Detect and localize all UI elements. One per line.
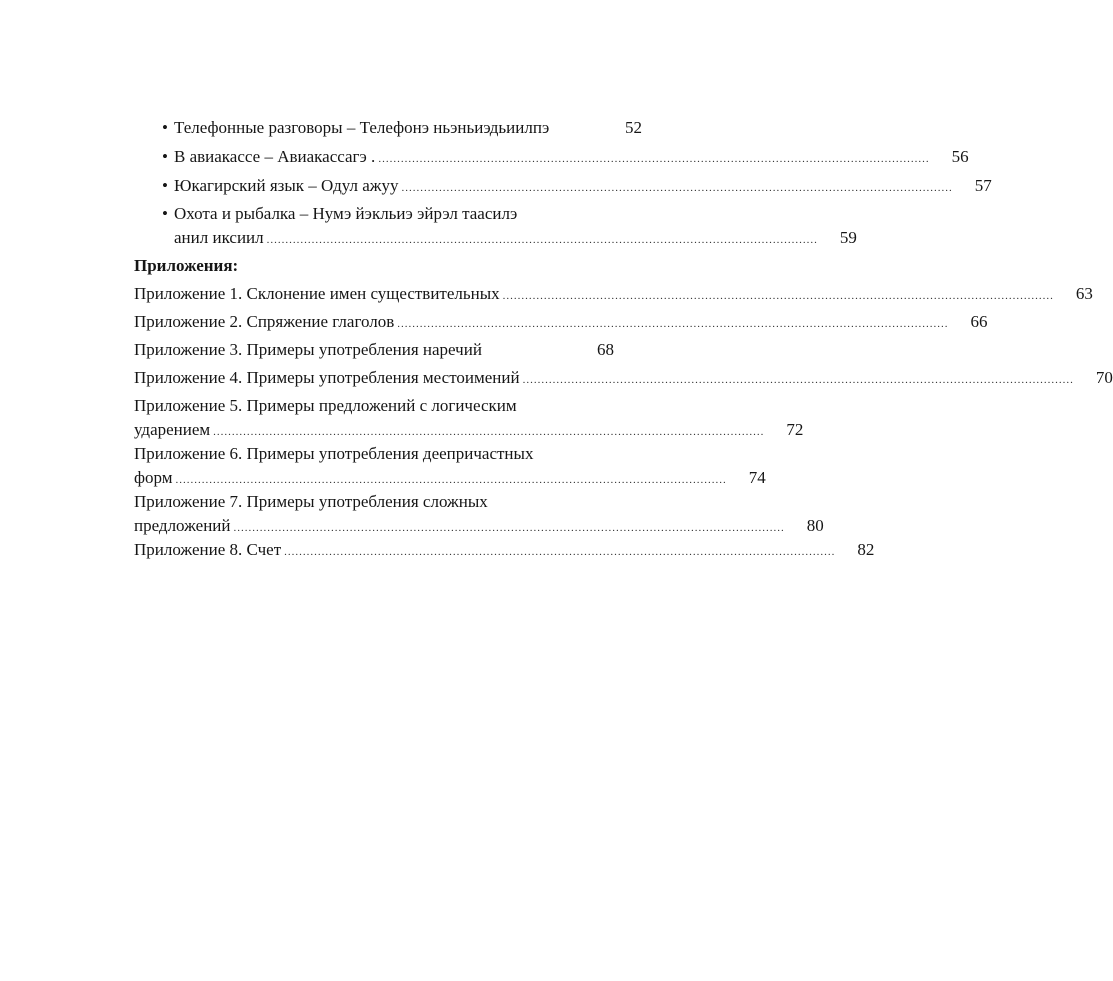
toc-entry-title-continued: предложений (134, 516, 231, 535)
toc-entry-title: Приложение 8. Счет (134, 540, 282, 559)
bullet-icon: • (162, 147, 168, 166)
toc-entry-title: Охота и рыбалка – Нумэ йэкльиэ эйрэл таасилэ (174, 204, 518, 223)
dot-leader (284, 540, 835, 564)
toc-entry-page: 70 (1095, 368, 1113, 387)
toc-entry-title: Приложение 3. Примеры употребления наречий (134, 340, 482, 359)
dot-leader (176, 468, 727, 492)
toc-entry-title: Приложение 2. Спряжение глаголов (134, 312, 395, 331)
toc-entry-appendix-2 (134, 310, 988, 334)
dot-leader (523, 368, 1074, 392)
toc-entry-appendix-4 (134, 366, 1113, 390)
toc-entry-title-continued: форм (134, 468, 173, 487)
toc-entry-page: 59 (839, 228, 857, 247)
toc-entry-page: 52 (625, 118, 642, 137)
toc-entry-phone-conversations (134, 116, 642, 140)
toc-entry-page: 74 (748, 468, 766, 487)
toc-entry-appendix-3 (134, 338, 614, 362)
dot-leader (267, 228, 818, 252)
bullet-icon: • (162, 118, 168, 137)
toc-entry-title: Приложение 5. Примеры предложений с логическим (134, 396, 517, 415)
toc-entry-title: Юкагирский язык – Одул ажуу (174, 176, 399, 195)
toc-entry-title: Телефонные разговоры – Телефонэ ньэньиэдьиилпэ (174, 118, 550, 137)
dot-leader (234, 516, 785, 540)
toc-entry-appendix-7 (134, 490, 824, 538)
toc-entry-page: 56 (951, 147, 969, 166)
toc-entry-title: Приложение 4. Примеры употребления местоимений (134, 368, 520, 387)
toc-entry-page: 57 (974, 176, 992, 195)
toc-entry-title-continued: ударением (134, 420, 211, 439)
dot-leader (402, 176, 953, 200)
toc-entry-title: Приложение 6. Примеры употребления деепричастных (134, 444, 534, 463)
toc-entry-appendix-6 (134, 442, 766, 490)
toc-entry-title-continued: анил иксиил (174, 228, 264, 247)
toc-entry-page: 66 (970, 312, 988, 331)
toc-entry-title: Приложение 7. Примеры употребления сложных (134, 492, 488, 511)
toc-entry-ticket-office (134, 145, 969, 169)
dot-leader (503, 284, 1054, 308)
table-of-contents (134, 116, 1113, 562)
toc-entry-title: В авиакассе – Авиакассагэ . (174, 147, 376, 166)
appendix-heading-text: Приложения: (134, 256, 239, 275)
toc-entry-yukaghir-language (134, 174, 992, 198)
toc-entry-title: Приложение 1. Склонение имен существительных (134, 284, 500, 303)
bullet-icon: • (162, 176, 168, 195)
dot-leader (397, 312, 948, 336)
toc-entry-appendix-5 (134, 394, 804, 442)
toc-entry-hunting-fishing (134, 202, 857, 250)
toc-entry-page: 82 (857, 540, 875, 559)
toc-entry-page: 68 (597, 340, 614, 359)
dot-leader (378, 147, 929, 171)
bullet-icon: • (162, 204, 168, 223)
toc-entry-appendix-8 (134, 538, 875, 562)
toc-entry-page: 80 (806, 516, 824, 535)
appendix-heading (134, 254, 614, 278)
toc-entry-page: 63 (1075, 284, 1093, 303)
toc-entry-page: 72 (786, 420, 804, 439)
dot-leader (213, 420, 764, 444)
toc-entry-appendix-1 (134, 282, 1093, 306)
